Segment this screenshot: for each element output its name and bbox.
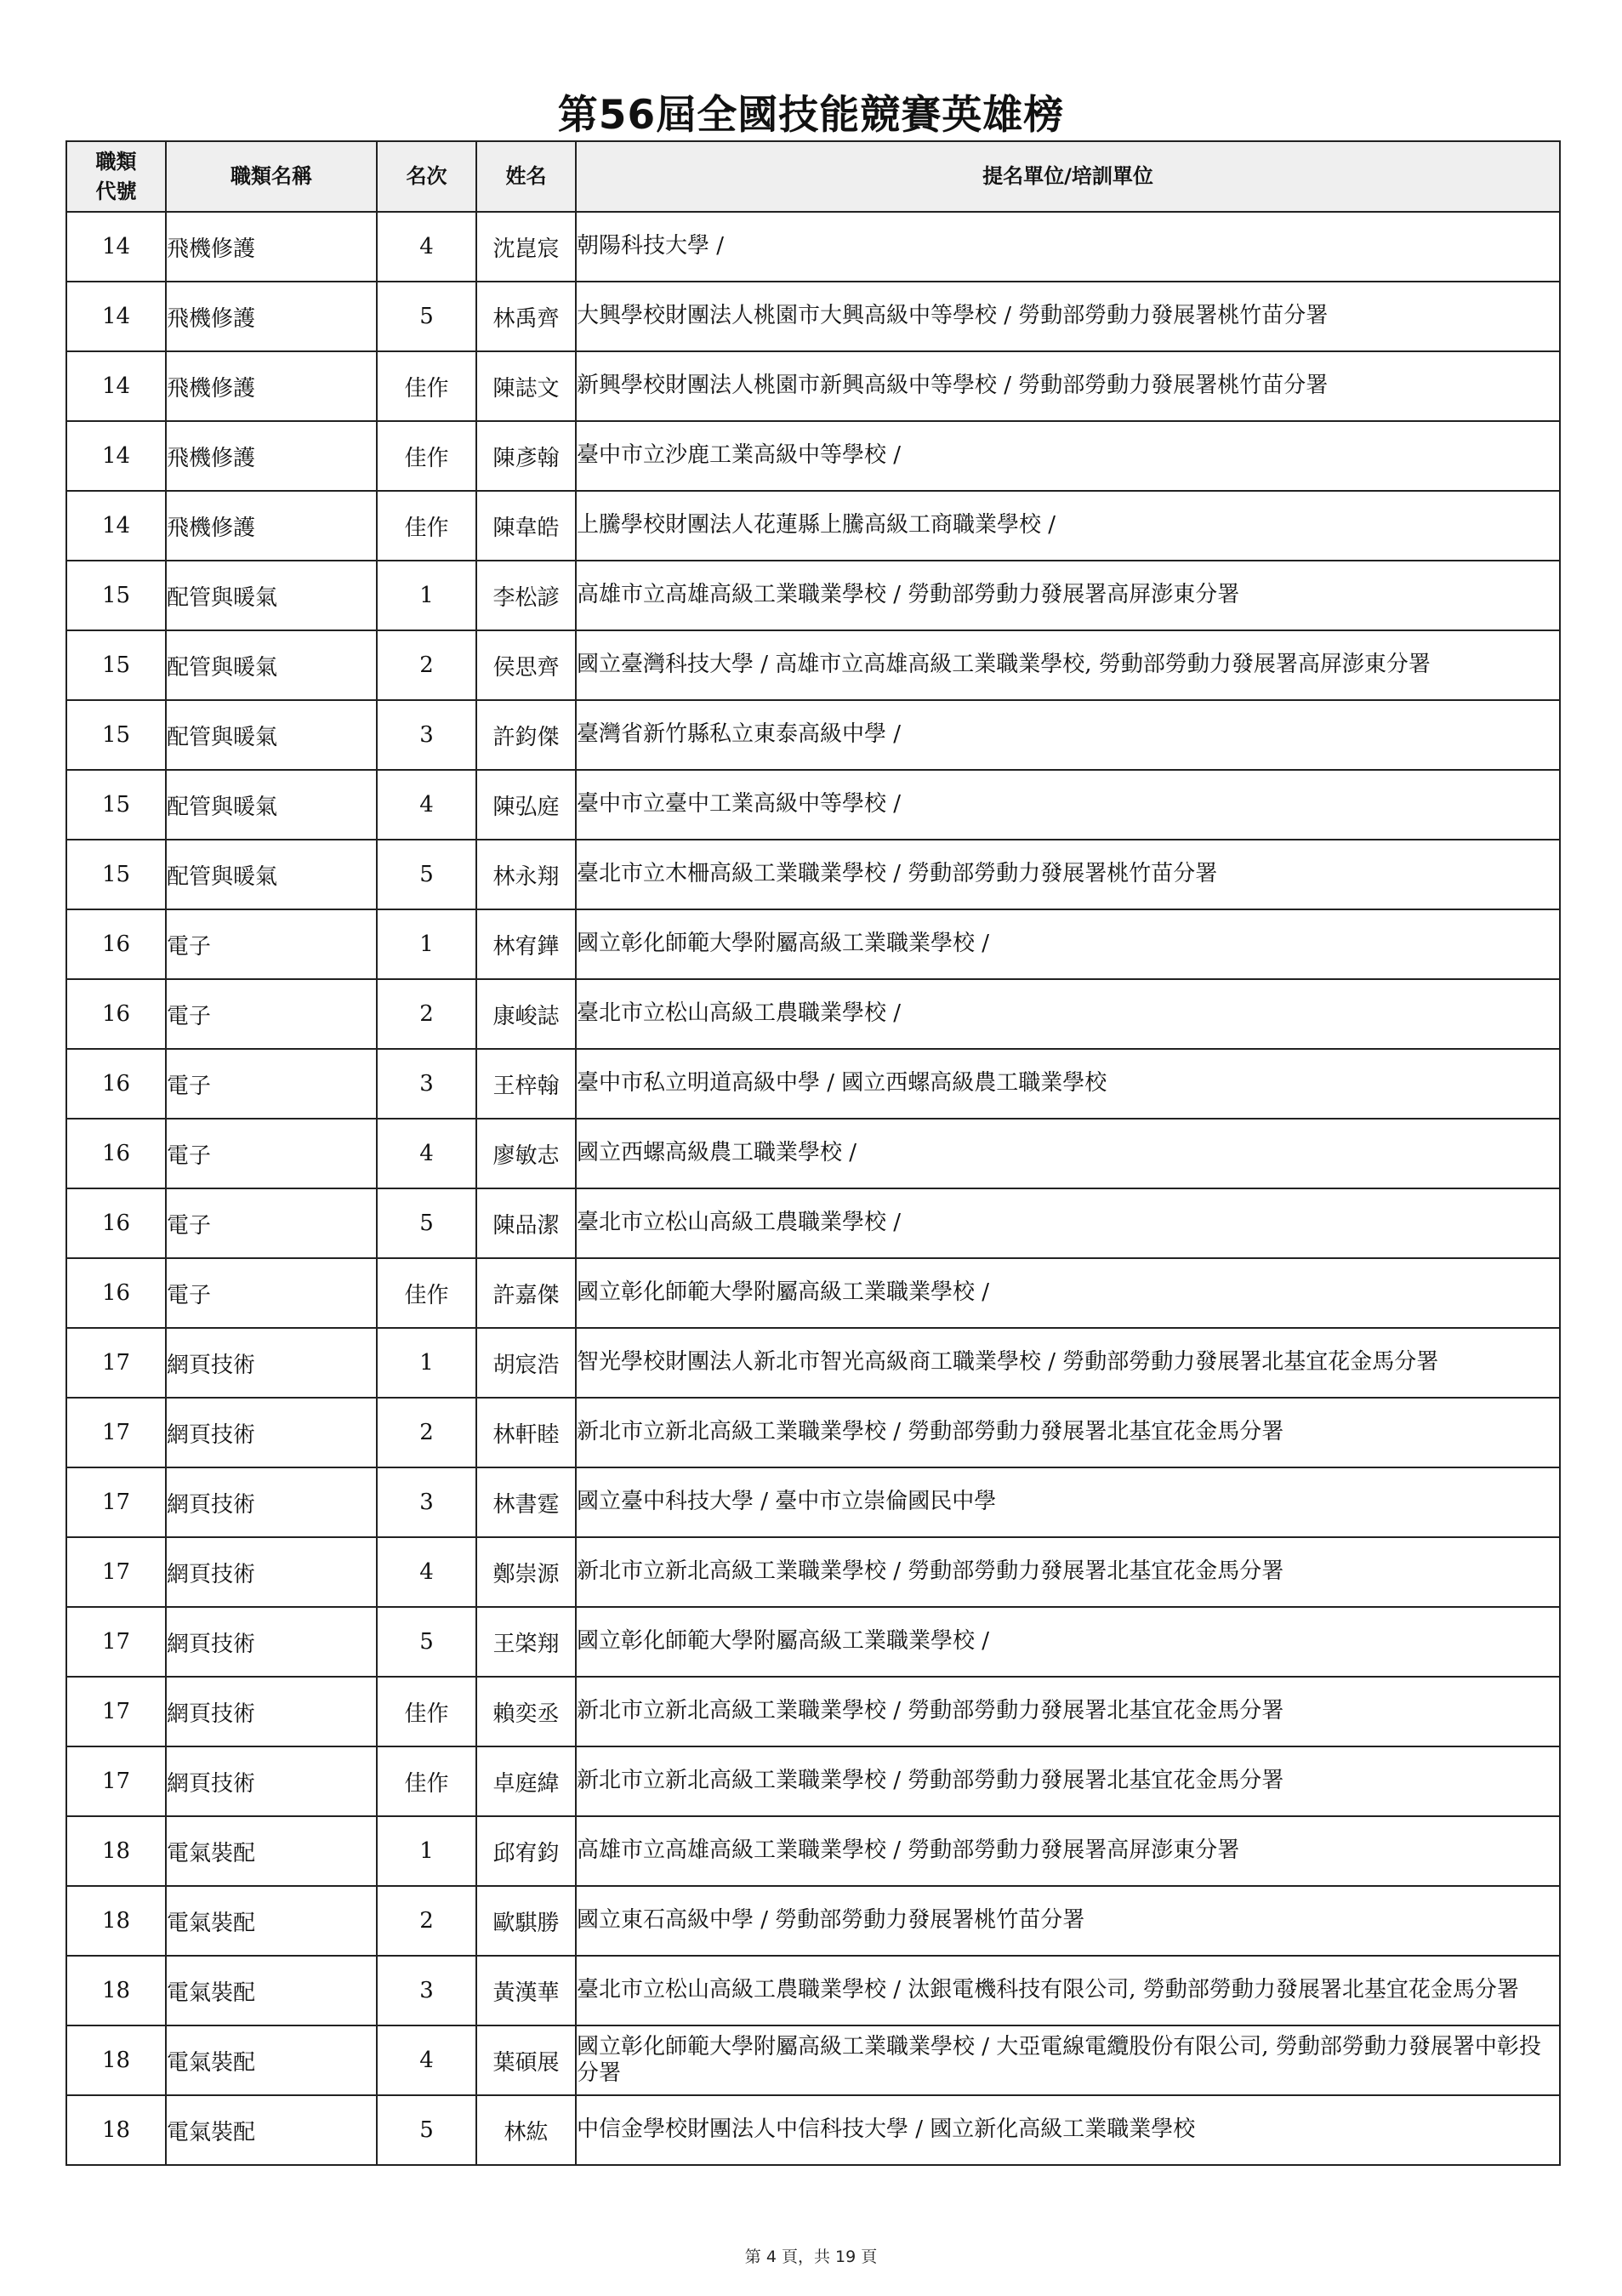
cell-category: 網頁技術	[166, 1467, 377, 1537]
cell-code: 14	[66, 282, 166, 351]
cell-unit: 臺灣省新竹縣私立東泰高級中學 /	[576, 700, 1560, 770]
cell-name: 鄭崇源	[476, 1537, 576, 1607]
column-header-name: 姓名	[476, 141, 576, 212]
cell-rank: 2	[377, 979, 476, 1049]
cell-unit: 新北市立新北高級工業職業學校 / 勞動部勞動力發展署北基宜花金馬分署	[576, 1537, 1560, 1607]
cell-unit: 臺中市立沙鹿工業高級中等學校 /	[576, 421, 1560, 491]
cell-category: 電氣裝配	[166, 1816, 377, 1886]
cell-category: 飛機修護	[166, 282, 377, 351]
cell-code: 14	[66, 491, 166, 561]
table-row	[66, 1258, 1560, 1328]
cell-code: 17	[66, 1677, 166, 1746]
cell-category: 飛機修護	[166, 212, 377, 282]
cell-category: 電氣裝配	[166, 1886, 377, 1956]
cell-code: 16	[66, 979, 166, 1049]
table-row	[66, 1677, 1560, 1746]
table-row	[66, 351, 1560, 421]
cell-category: 網頁技術	[166, 1398, 377, 1467]
cell-unit: 中信金學校財團法人中信科技大學 / 國立新化高級工業職業學校	[576, 2095, 1560, 2165]
cell-category: 配管與暖氣	[166, 770, 377, 840]
cell-rank: 5	[377, 1188, 476, 1258]
cell-name: 賴奕丞	[476, 1677, 576, 1746]
cell-unit: 高雄市立高雄高級工業職業學校 / 勞動部勞動力發展署高屏澎東分署	[576, 561, 1560, 630]
cell-name: 許鈞傑	[476, 700, 576, 770]
cell-code: 14	[66, 421, 166, 491]
cell-unit: 新北市立新北高級工業職業學校 / 勞動部勞動力發展署北基宜花金馬分署	[576, 1746, 1560, 1816]
cell-name: 林軒睦	[476, 1398, 576, 1467]
cell-unit: 智光學校財團法人新北市智光高級商工職業學校 / 勞動部勞動力發展署北基宜花金馬分署	[576, 1328, 1560, 1398]
cell-category: 配管與暖氣	[166, 840, 377, 909]
cell-rank: 1	[377, 561, 476, 630]
cell-rank: 佳作	[377, 1746, 476, 1816]
cell-rank: 2	[377, 630, 476, 700]
table-row	[66, 1049, 1560, 1119]
cell-name: 陳誌文	[476, 351, 576, 421]
table-row	[66, 1816, 1560, 1886]
cell-category: 網頁技術	[166, 1328, 377, 1398]
cell-category: 電子	[166, 979, 377, 1049]
cell-category: 電氣裝配	[166, 2025, 377, 2095]
cell-code: 17	[66, 1607, 166, 1677]
cell-code: 16	[66, 1258, 166, 1328]
cell-category: 飛機修護	[166, 421, 377, 491]
cell-name: 林宥鏵	[476, 909, 576, 979]
cell-unit: 臺北市立松山高級工農職業學校 /	[576, 1188, 1560, 1258]
cell-category: 飛機修護	[166, 491, 377, 561]
cell-name: 林禹齊	[476, 282, 576, 351]
cell-name: 黃漢華	[476, 1956, 576, 2025]
table-row	[66, 1746, 1560, 1816]
cell-category: 電氣裝配	[166, 1956, 377, 2025]
cell-code: 15	[66, 561, 166, 630]
column-header-code: 職類 代號	[66, 141, 166, 212]
cell-rank: 3	[377, 700, 476, 770]
cell-code: 17	[66, 1746, 166, 1816]
cell-rank: 佳作	[377, 351, 476, 421]
cell-code: 17	[66, 1328, 166, 1398]
cell-category: 電子	[166, 1188, 377, 1258]
column-header-unit: 提名單位/培訓單位	[576, 141, 1560, 212]
cell-rank: 2	[377, 1886, 476, 1956]
cell-code: 18	[66, 1816, 166, 1886]
cell-unit: 臺中市立臺中工業高級中等學校 /	[576, 770, 1560, 840]
table-row	[66, 491, 1560, 561]
cell-category: 網頁技術	[166, 1537, 377, 1607]
column-header-category: 職類名稱	[166, 141, 377, 212]
cell-code: 15	[66, 700, 166, 770]
cell-name: 陳弘庭	[476, 770, 576, 840]
cell-code: 17	[66, 1467, 166, 1537]
cell-name: 陳彥翰	[476, 421, 576, 491]
table-row	[66, 979, 1560, 1049]
cell-code: 15	[66, 630, 166, 700]
cell-name: 沈崑宸	[476, 212, 576, 282]
table-header-row	[66, 141, 1560, 212]
cell-code: 16	[66, 1049, 166, 1119]
cell-code: 18	[66, 2095, 166, 2165]
table-row	[66, 561, 1560, 630]
table-row	[66, 1886, 1560, 1956]
cell-unit: 新興學校財團法人桃園市新興高級中等學校 / 勞動部勞動力發展署桃竹苗分署	[576, 351, 1560, 421]
cell-name: 王梓翰	[476, 1049, 576, 1119]
table-row	[66, 1537, 1560, 1607]
table-row	[66, 1467, 1560, 1537]
cell-rank: 5	[377, 2095, 476, 2165]
table-row	[66, 1607, 1560, 1677]
cell-rank: 5	[377, 1607, 476, 1677]
cell-unit: 國立東石高級中學 / 勞動部勞動力發展署桃竹苗分署	[576, 1886, 1560, 1956]
table-row	[66, 1119, 1560, 1188]
cell-rank: 1	[377, 1816, 476, 1886]
cell-rank: 4	[377, 1537, 476, 1607]
cell-unit: 臺北市立松山高級工農職業學校 /	[576, 979, 1560, 1049]
cell-category: 飛機修護	[166, 351, 377, 421]
cell-category: 電子	[166, 909, 377, 979]
cell-rank: 1	[377, 1328, 476, 1398]
cell-category: 電子	[166, 1119, 377, 1188]
cell-category: 網頁技術	[166, 1746, 377, 1816]
cell-rank: 佳作	[377, 421, 476, 491]
cell-name: 胡宸浩	[476, 1328, 576, 1398]
cell-category: 配管與暖氣	[166, 700, 377, 770]
cell-name: 康峻誌	[476, 979, 576, 1049]
cell-name: 卓庭緯	[476, 1746, 576, 1816]
cell-rank: 佳作	[377, 1677, 476, 1746]
cell-rank: 3	[377, 1956, 476, 2025]
column-header-rank: 名次	[377, 141, 476, 212]
cell-name: 葉碩展	[476, 2025, 576, 2095]
cell-name: 廖敏志	[476, 1119, 576, 1188]
cell-name: 邱宥鈞	[476, 1816, 576, 1886]
table-row	[66, 1188, 1560, 1258]
cell-unit: 新北市立新北高級工業職業學校 / 勞動部勞動力發展署北基宜花金馬分署	[576, 1677, 1560, 1746]
cell-rank: 3	[377, 1467, 476, 1537]
cell-category: 網頁技術	[166, 1677, 377, 1746]
cell-rank: 4	[377, 2025, 476, 2095]
cell-unit: 新北市立新北高級工業職業學校 / 勞動部勞動力發展署北基宜花金馬分署	[576, 1398, 1560, 1467]
cell-code: 17	[66, 1398, 166, 1467]
cell-name: 陳品潔	[476, 1188, 576, 1258]
cell-unit: 國立彰化師範大學附屬高級工業職業學校 / 大亞電線電纜股份有限公司, 勞動部勞動力發展署中彰投分署	[576, 2025, 1560, 2095]
table-body	[66, 212, 1560, 2165]
cell-unit: 國立臺灣科技大學 / 高雄市立高雄高級工業職業學校, 勞動部勞動力發展署高屏澎東分署	[576, 630, 1560, 700]
cell-unit: 高雄市立高雄高級工業職業學校 / 勞動部勞動力發展署高屏澎東分署	[576, 1816, 1560, 1886]
cell-code: 16	[66, 1119, 166, 1188]
cell-name: 李松諺	[476, 561, 576, 630]
cell-rank: 4	[377, 1119, 476, 1188]
cell-name: 王棨翔	[476, 1607, 576, 1677]
cell-code: 14	[66, 212, 166, 282]
cell-unit: 大興學校財團法人桃園市大興高級中等學校 / 勞動部勞動力發展署桃竹苗分署	[576, 282, 1560, 351]
cell-category: 配管與暖氣	[166, 630, 377, 700]
table-row	[66, 421, 1560, 491]
winners-table	[65, 140, 1561, 2166]
cell-code: 15	[66, 840, 166, 909]
table-row	[66, 1956, 1560, 2025]
cell-category: 電氣裝配	[166, 2095, 377, 2165]
table-row	[66, 2025, 1560, 2095]
table-row	[66, 630, 1560, 700]
cell-unit: 臺中市私立明道高級中學 / 國立西螺高級農工職業學校	[576, 1049, 1560, 1119]
cell-rank: 1	[377, 909, 476, 979]
cell-rank: 佳作	[377, 1258, 476, 1328]
table-row	[66, 2095, 1560, 2165]
cell-code: 16	[66, 909, 166, 979]
cell-rank: 5	[377, 282, 476, 351]
cell-unit: 國立彰化師範大學附屬高級工業職業學校 /	[576, 1607, 1560, 1677]
cell-name: 歐騏勝	[476, 1886, 576, 1956]
cell-unit: 國立西螺高級農工職業學校 /	[576, 1119, 1560, 1188]
cell-unit: 國立臺中科技大學 / 臺中市立崇倫國民中學	[576, 1467, 1560, 1537]
cell-category: 電子	[166, 1258, 377, 1328]
cell-unit: 國立彰化師範大學附屬高級工業職業學校 /	[576, 1258, 1560, 1328]
page-footer: 第 4 頁，共 19 頁	[744, 2248, 878, 2266]
cell-rank: 5	[377, 840, 476, 909]
cell-name: 林書霆	[476, 1467, 576, 1537]
cell-code: 18	[66, 1956, 166, 2025]
table-row	[66, 212, 1560, 282]
cell-code: 16	[66, 1188, 166, 1258]
cell-name: 林紘	[476, 2095, 576, 2165]
table-row	[66, 700, 1560, 770]
cell-unit: 朝陽科技大學 /	[576, 212, 1560, 282]
page-title: 第56屆全國技能競賽英雄榜	[557, 92, 1065, 139]
cell-rank: 3	[377, 1049, 476, 1119]
cell-rank: 2	[377, 1398, 476, 1467]
cell-category: 網頁技術	[166, 1607, 377, 1677]
cell-code: 14	[66, 351, 166, 421]
cell-code: 18	[66, 1886, 166, 1956]
table-row	[66, 1328, 1560, 1398]
table-row	[66, 840, 1560, 909]
cell-code: 18	[66, 2025, 166, 2095]
cell-category: 配管與暖氣	[166, 561, 377, 630]
cell-rank: 4	[377, 212, 476, 282]
cell-name: 林永翔	[476, 840, 576, 909]
cell-unit: 上騰學校財團法人花蓮縣上騰高級工商職業學校 /	[576, 491, 1560, 561]
table-row	[66, 909, 1560, 979]
cell-rank: 佳作	[377, 491, 476, 561]
table-row	[66, 282, 1560, 351]
cell-category: 電子	[166, 1049, 377, 1119]
cell-name: 侯思齊	[476, 630, 576, 700]
cell-code: 17	[66, 1537, 166, 1607]
table-row	[66, 770, 1560, 840]
cell-name: 許嘉傑	[476, 1258, 576, 1328]
cell-unit: 臺北市立松山高級工農職業學校 / 汰銀電機科技有限公司, 勞動部勞動力發展署北基宜花金馬分署	[576, 1956, 1560, 2025]
cell-name: 陳韋皓	[476, 491, 576, 561]
cell-rank: 4	[377, 770, 476, 840]
cell-code: 15	[66, 770, 166, 840]
cell-unit: 國立彰化師範大學附屬高級工業職業學校 /	[576, 909, 1560, 979]
cell-unit: 臺北市立木柵高級工業職業學校 / 勞動部勞動力發展署桃竹苗分署	[576, 840, 1560, 909]
table-row	[66, 1398, 1560, 1467]
